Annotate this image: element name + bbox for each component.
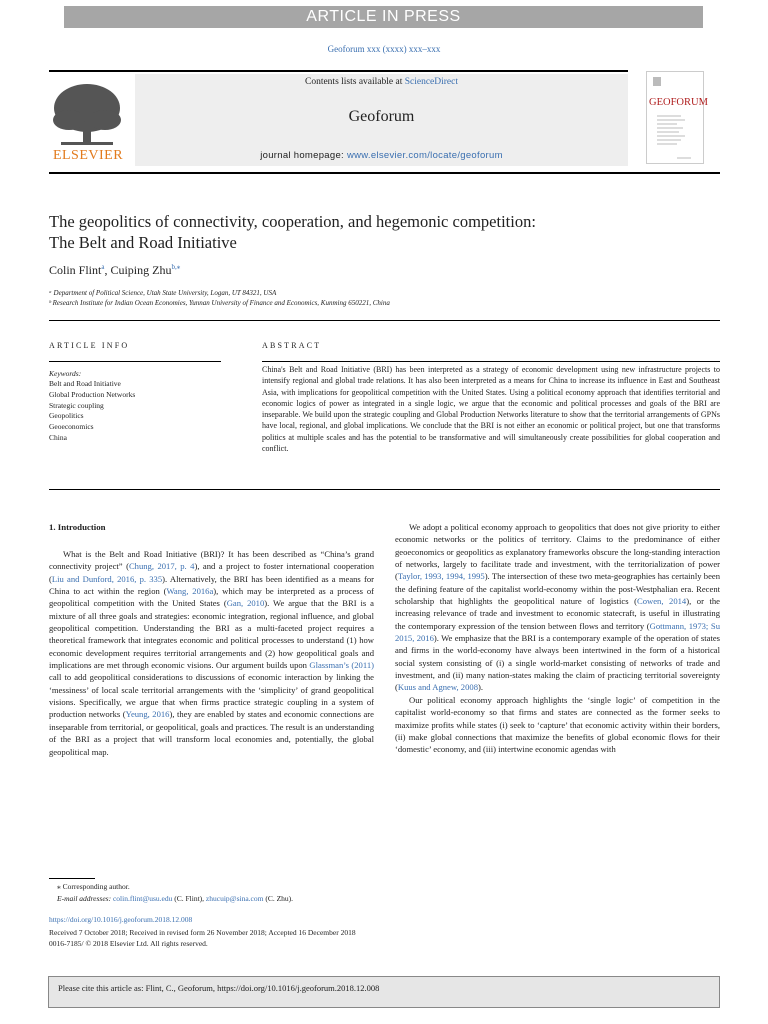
front-matter-rule xyxy=(49,320,720,321)
affiliation-marker[interactable]: a xyxy=(101,263,105,271)
article-in-press-banner: ARTICLE IN PRESS xyxy=(64,6,703,28)
sciencedirect-link[interactable]: ScienceDirect xyxy=(404,77,458,87)
article-info-heading: ARTICLE INFO xyxy=(49,341,130,350)
header-bottom-rule xyxy=(49,172,720,174)
keyword-list xyxy=(49,379,135,444)
footnote-rule xyxy=(49,878,95,879)
cover-title: GEOFORUM xyxy=(649,97,708,108)
citation-link[interactable]: Glassman’s (2011) xyxy=(309,660,374,671)
journal-header-box xyxy=(135,74,628,166)
paragraph: Our political economy approach highlights the ‘single logic’ of competition in the capitalist world-economy so that firms and states are connected as the former seeks to maximize profits while states (i) seek to ‘capture’ that economic activity within their borders, (ii) make global connections that maximize the benefits of global economic flows for their ‘domestic’ economy, and (iii) intertwine economic agendas with xyxy=(395,694,720,755)
keyword: China xyxy=(49,432,67,442)
article-title: The geopolitics of connectivity, cooperation, and hegemonic competition: The Belt and Road Initiative xyxy=(49,212,536,252)
email-link[interactable]: colin.flint@usu.edu xyxy=(112,894,173,903)
email-link[interactable]: zhucuip@sina.com xyxy=(205,894,264,903)
keyword: Global Production Networks xyxy=(49,389,136,399)
paragraph: What is the Belt and Road Initiative (BRI)? It has been described as “China’s grand connectivity project” (Chung, 2017, p. 4), and a project to foster international cooperation (Liu and Dunford, 2016, p. 335). Alternatively, the BRI has been identified as a means for China to act within the region (Wang, 2016a), which may be interpreted as a process of geopolitical competition with the United States (Gan, 2010). We argue that the BRI is a mixture of all three goals and strategies: economic integration, regional influence, and global geopolitical competition. Understanding the BRI as a multi-faceted project requires a theoretical framework that integrates economic and political processes to understand (1) how economic development requires territorial arrangements and (2) how geopolitical goals and implications are met through economic visions. Our argument builds upon Glassman’s (2011) call to add geopolitical considerations to discussions of economic interaction by linking the ‘messiness’ of local scale territorial arrangements with the ‘simplicity’ of grand geopolitical visions. Specifically, we argue that when firms practice strategic coupling in a system of production networks (Yeung, 2016), they are enabled by states and economic connections are inseparable from territorial, or geopolitical, goals and practices. The result is an understanding of the BRI as a project that will transform local economies and, potentially, the global geopolitical map. xyxy=(49,549,375,757)
journal-homepage-line: journal homepage: www.elsevier.com/locate/geoforum xyxy=(260,150,503,161)
header-top-rule xyxy=(49,70,628,72)
abstract-rule xyxy=(262,361,720,362)
keyword: Belt and Road Initiative xyxy=(49,379,121,388)
copyright-line: 0016-7185/ © 2018 Elsevier Ltd. All rights reserved. xyxy=(49,939,208,948)
journal-cover-thumbnail[interactable] xyxy=(646,71,708,164)
citation-link[interactable]: Liu and Dunford, 2016, p. 335 xyxy=(51,573,163,584)
email-addresses: E-mail addresses: colin.flint@usu.edu (C. Flint), zhucuip@sina.com (C. Zhu). xyxy=(57,894,294,903)
citation-link[interactable]: Chung, 2017, p. 4 xyxy=(128,561,195,572)
cover-decoration-icon xyxy=(647,72,705,165)
author-list: Colin Flint$^a$, Cuiping Zhu$^{b,⁎}$ xyxy=(49,263,181,277)
abstract-bottom-rule xyxy=(49,489,720,490)
citation-link[interactable]: Kuus and Agnew, 2008 xyxy=(397,682,478,693)
keyword: Geopolitics xyxy=(49,411,84,421)
journal-reference-link[interactable]: Geoforum xxx (xxxx) xxx–xxx xyxy=(327,44,441,54)
keyword: Strategic coupling xyxy=(49,400,104,410)
affiliation-b: ᵇ Research Institute for Indian Ocean Economies, Yunnan University of Finance and Economics, Kunming 650221, China xyxy=(49,299,390,307)
article-info-rule xyxy=(49,361,221,362)
keywords-label: Keywords: xyxy=(49,369,82,378)
doi-link[interactable]: https://doi.org/10.1016/j.geoforum.2018.12.008 xyxy=(49,915,193,924)
corresponding-author-note: ⁎ Corresponding author. xyxy=(57,882,130,891)
abstract-text: China's Belt and Road Initiative (BRI) has been interpreted as a strategy of economic development using new infrastructure projects to intensify regional and global trade relations. It has also been interpreted as a means for China to increase its influence in East and Southeast Asia, with implications for geopolitical competition with the United States. Using a political economy approach that identifies territorial and economic logics of power as integrated in a single logic, we argue that the economic and political processes and goals of the BRI are inseparable. We build upon the strategic coupling and Global Production Networks literature to show that the territorial arrangements of GPNs have local, regional, and global implications. We conclude that the BRI is not either an economic or political project, but one that transforms politics at multiple scales and has the potential to be transformative and will simultaneously create possibilities for global cooperation and conflict. xyxy=(262,365,720,454)
paragraph: We adopt a political economy approach to geopolitics that does not give priority to either economic networks or the politics of territory. Claims to the predominance of either geoeconomics or geopolitics as explanatory frameworks obscure the long-standing interaction of networks, largely to facilitate trade and investment, with the territorialization of power (Taylor, 1993, 1994, 1995). The intersection of these two meta-geographies has certainly been the defining feature of the capitalist world-economy within the post-Westphalian era. Recent scholarship that highlights the geopolitical nature of logistics (Cowen, 2014), or the increasing relevance of trade and investment to economic statecraft, is useful in illustrating the contemporary expression of the tension between flows and territory (Gottmann, 1973; Su 2015, 2016). We emphasize that the BRI is a contemporary example of the operation of states and firms in the world-economy have always been intertwined in the form of a historical social system consisting of (i) a single world-market consisting of networks of trade and investment, and (ii) many nation-states making the claim of practicing territorial sovereignty (Kuus and Agnew, 2008). xyxy=(395,522,721,693)
received-dates: Received 7 October 2018; Received in revised form 26 November 2018; Accepted 16 December 2018 xyxy=(49,928,356,937)
citation-link[interactable]: Yeung, 2016 xyxy=(125,709,170,720)
citation-link[interactable]: Gan, 2010 xyxy=(226,598,265,609)
journal-homepage-link[interactable]: www.elsevier.com/locate/geoforum xyxy=(346,150,503,161)
citation-link[interactable]: Cowen, 2014 xyxy=(636,596,687,607)
section-heading-introduction: 1. Introduction xyxy=(49,522,106,532)
citation-box xyxy=(48,976,720,1008)
keyword: Geoeconomics xyxy=(49,422,94,432)
affiliation-a: ᵃ Department of Political Science, Utah State University, Logan, UT 84321, USA xyxy=(49,289,277,297)
elsevier-wordmark[interactable]: ELSEVIER xyxy=(52,148,124,163)
citation-text: Please cite this article as: Flint, C., Geoforum, https://doi.org/10.1016/j.geoforum.2018.12.008 xyxy=(58,983,380,993)
journal-name: Geoforum xyxy=(348,108,415,125)
author-name: Cuiping Zhu xyxy=(110,263,172,277)
citation-link[interactable]: Taylor, 1993, 1994, 1995 xyxy=(397,571,485,582)
citation-link[interactable]: Wang, 2016a xyxy=(166,586,214,597)
body-column-left xyxy=(49,548,374,758)
body-column-right xyxy=(395,521,720,756)
author-name: Colin Flint xyxy=(49,263,102,277)
contents-line: Contents lists available at ScienceDirect xyxy=(304,77,458,87)
citation-link[interactable]: Gottmann, 1973; Su 2015, 2016 xyxy=(395,620,720,644)
abstract-heading: ABSTRACT xyxy=(262,341,322,350)
affiliation-marker[interactable]: b,⁎ xyxy=(171,263,181,271)
